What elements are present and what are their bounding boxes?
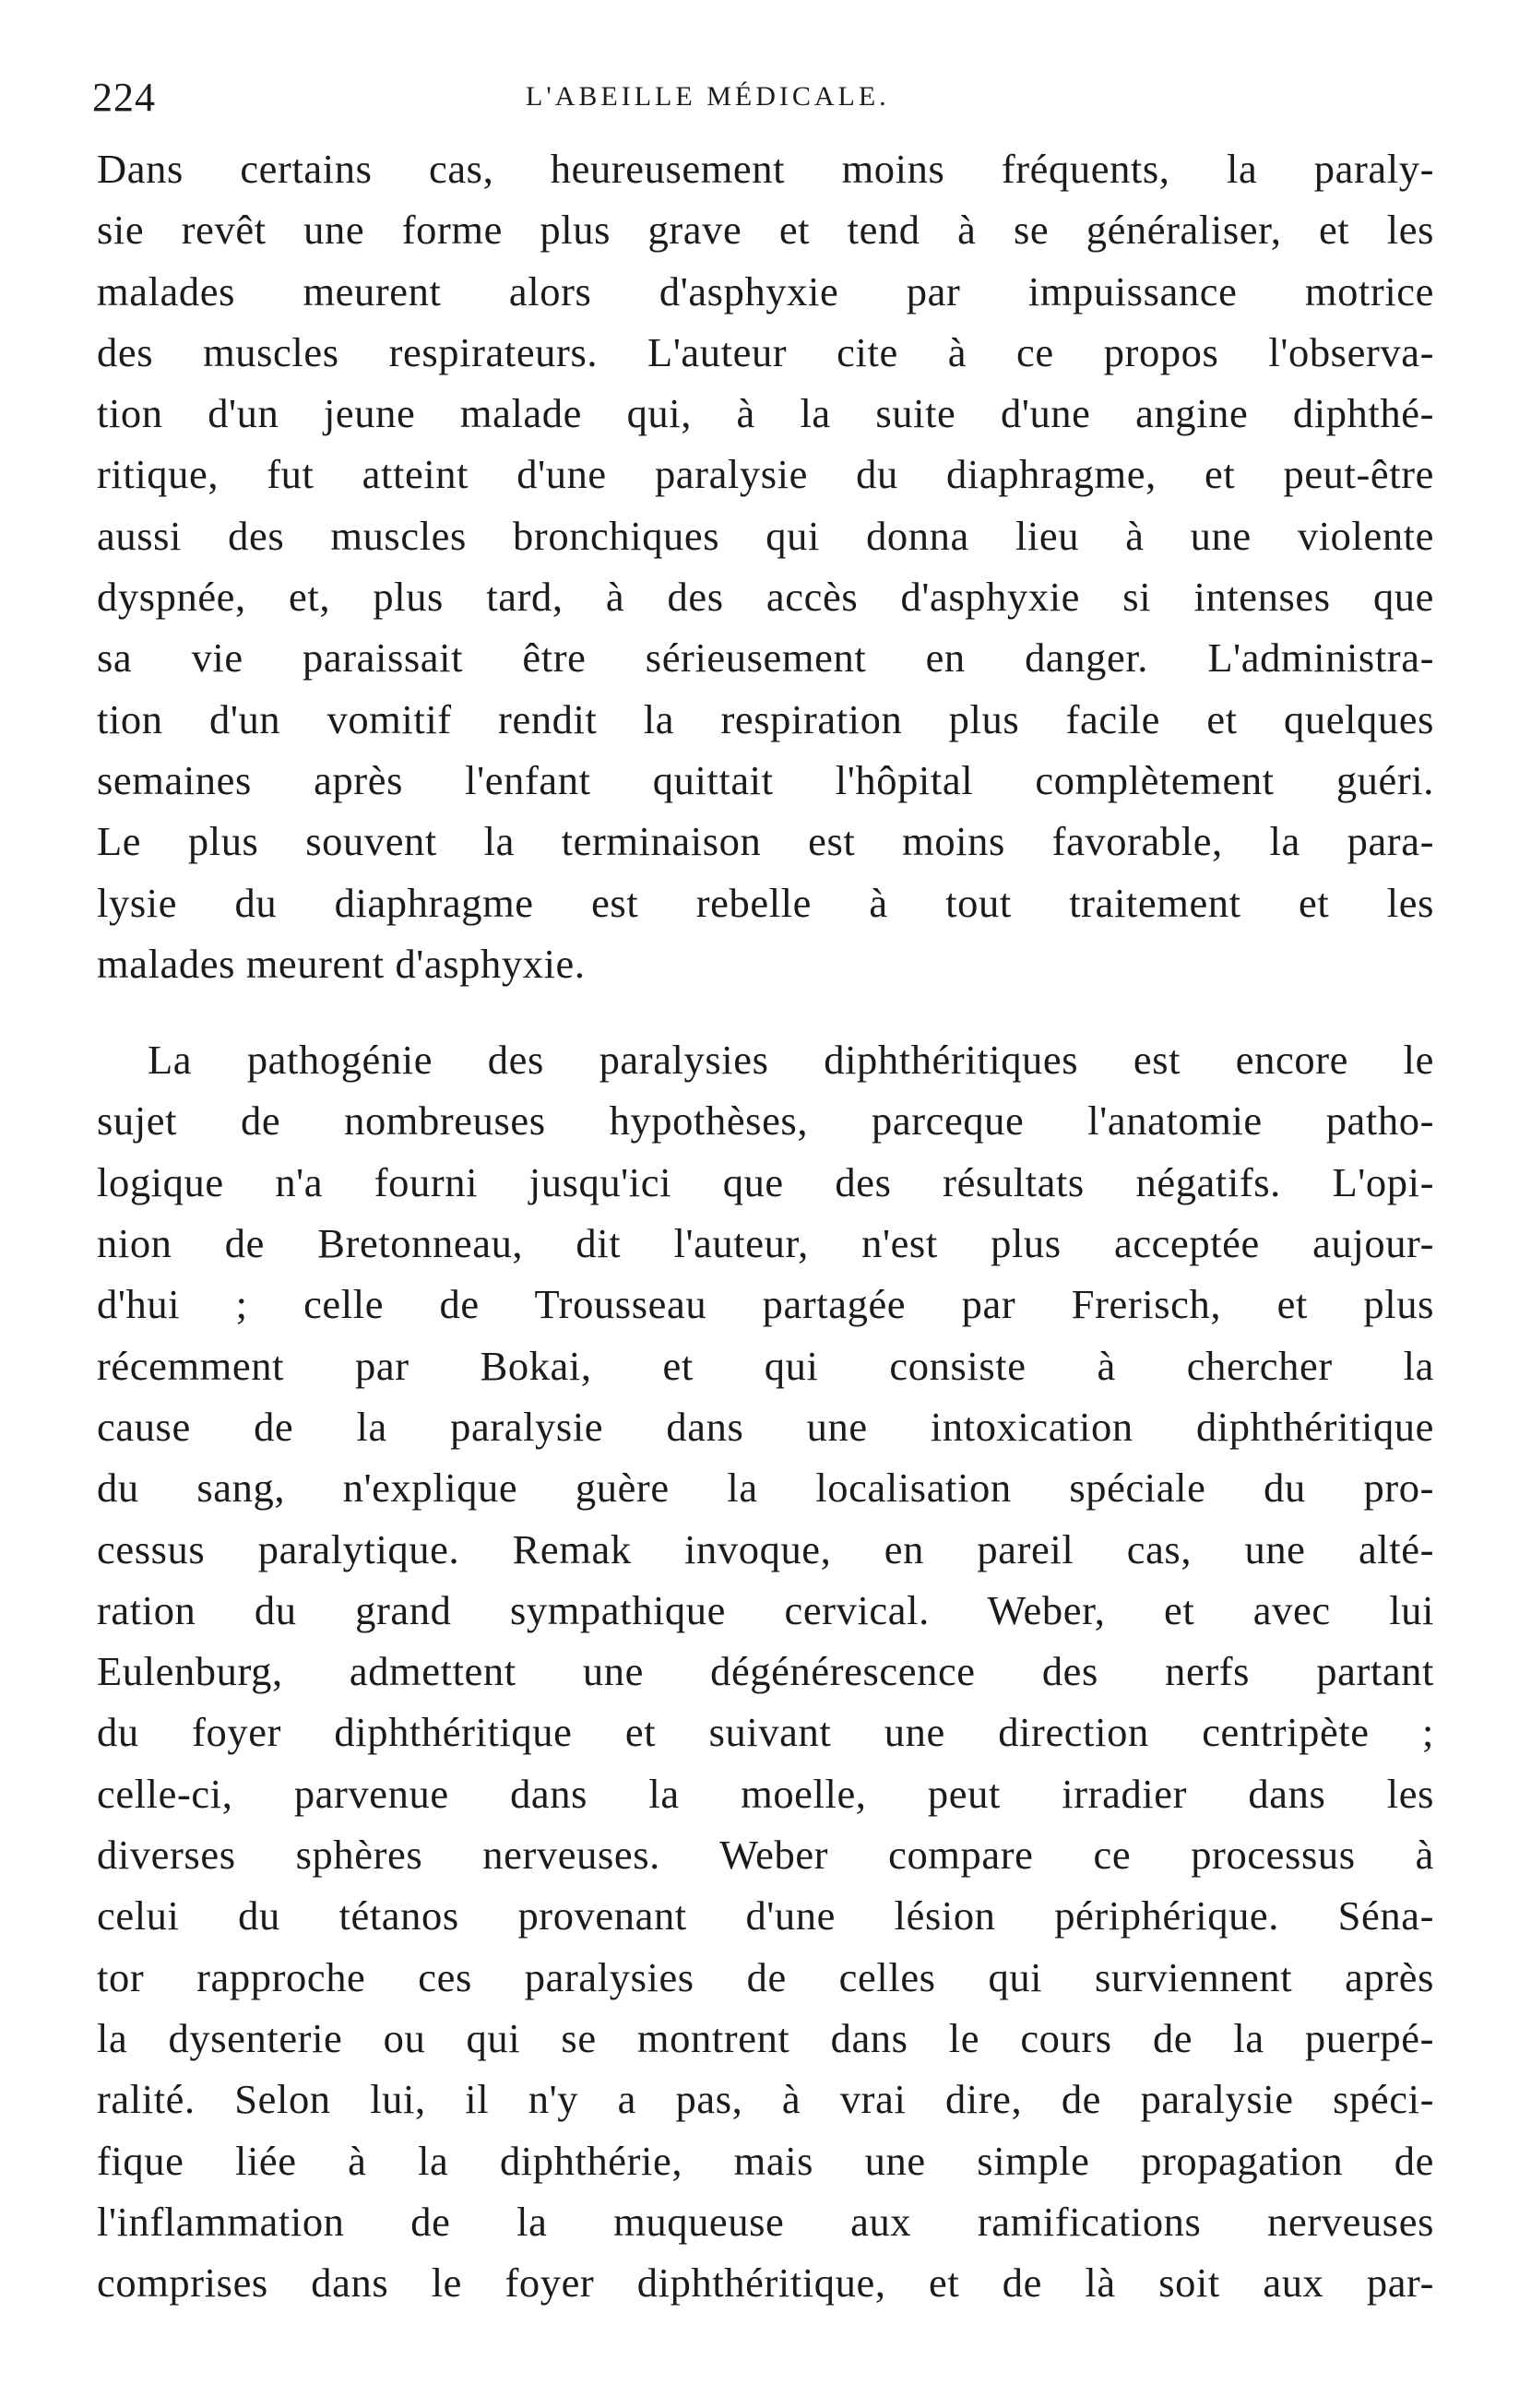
text-line: du foyer diphthéritique et suivant une direction centripète ;	[97, 1709, 1434, 1756]
text-line: malades meurent alors d'asphyxie par impuissance motrice	[97, 267, 1434, 314]
text-line: dyspnée, et, plus tard, à des accès d'asphyxie si intenses que	[97, 574, 1434, 621]
text-line: ralité. Selon lui, il n'y a pas, à vrai dire, de paralysie spéci-	[97, 2076, 1434, 2123]
text-line: celle-ci, parvenue dans la moelle, peut irradier dans les	[97, 1770, 1434, 1817]
text-line: ritique, fut atteint d'une paralysie du diaphragme, et peut-être	[97, 451, 1434, 498]
text-line: La pathogénie des paralysies diphthéritiques est encore le	[148, 1037, 1434, 1084]
text-line: comprises dans le foyer diphthéritique, et de là soit aux par-	[97, 2260, 1434, 2307]
text-line: diverses sphères nerveuses. Weber compare ce processus à	[97, 1832, 1434, 1879]
text-line: semaines après l'enfant quittait l'hôpital complètement guéri.	[97, 756, 1434, 803]
text-line: fique liée à la diphthérie, mais une simple propagation de	[97, 2137, 1434, 2184]
text-line: tor rapproche ces paralysies de celles qui surviennent après	[97, 1953, 1434, 2000]
text-line: ration du grand sympathique cervical. Weber, et avec lui	[97, 1586, 1434, 1633]
text-line: nion de Bretonneau, dit l'auteur, n'est plus acceptée aujour-	[97, 1220, 1434, 1267]
text-line: sa vie paraissait être sérieusement en danger. L'administra-	[97, 635, 1434, 682]
text-line: Eulenburg, admettent une dégénérescence des nerfs partant	[97, 1648, 1434, 1695]
text-line: celui du tétanos provenant d'une lésion périphérique. Séna-	[97, 1892, 1434, 1939]
text-line: aussi des muscles bronchiques qui donna lieu à une violente	[97, 512, 1434, 559]
text-line: la dysenterie ou qui se montrent dans le cours de la puerpé-	[97, 2014, 1434, 2061]
text-line: Le plus souvent la terminaison est moins favorable, la para-	[97, 818, 1434, 865]
text-line: cessus paralytique. Remak invoque, en pareil cas, une alté-	[97, 1525, 1434, 1572]
text-line: tion d'un vomitif rendit la respiration plus facile et quelques	[97, 695, 1434, 742]
text-line: sujet de nombreuses hypothèses, parceque l'anatomie patho-	[97, 1097, 1434, 1145]
page-number: 224	[92, 75, 156, 120]
paragraph-1	[97, 138, 1434, 994]
text-line: l'inflammation de la muqueuse aux ramifications nerveuses	[97, 2198, 1434, 2245]
journal-title: L'ABEILLE MÉDICALE.	[526, 81, 890, 112]
text-line: tion d'un jeune malade qui, à la suite d'une angine diphthé-	[97, 390, 1434, 437]
text-line: lysie du diaphragme est rebelle à tout traitement et les	[97, 879, 1434, 926]
paragraph-2	[97, 1029, 1434, 2313]
body-text	[97, 138, 1434, 2313]
text-line: du sang, n'explique guère la localisation spéciale du pro-	[97, 1465, 1434, 1512]
text-line: cause de la paralysie dans une intoxication diphthéritique	[97, 1403, 1434, 1450]
text-line: logique n'a fourni jusqu'ici que des résultats négatifs. L'opi-	[97, 1158, 1434, 1205]
text-line: Dans certains cas, heureusement moins fréquents, la paraly-	[97, 146, 1434, 192]
running-head	[92, 74, 1439, 129]
text-line: sie revêt une forme plus grave et tend à se généraliser, et les	[97, 207, 1434, 254]
text-line: récemment par Bokai, et qui consiste à chercher la	[97, 1342, 1434, 1389]
text-line: malades meurent d'asphyxie.	[97, 940, 586, 987]
paragraph-gap	[97, 994, 1434, 1029]
text-line: d'hui ; celle de Trousseau partagée par Frerisch, et plus	[97, 1281, 1434, 1328]
text-line: des muscles respirateurs. L'auteur cite à ce propos l'observa-	[97, 328, 1434, 375]
